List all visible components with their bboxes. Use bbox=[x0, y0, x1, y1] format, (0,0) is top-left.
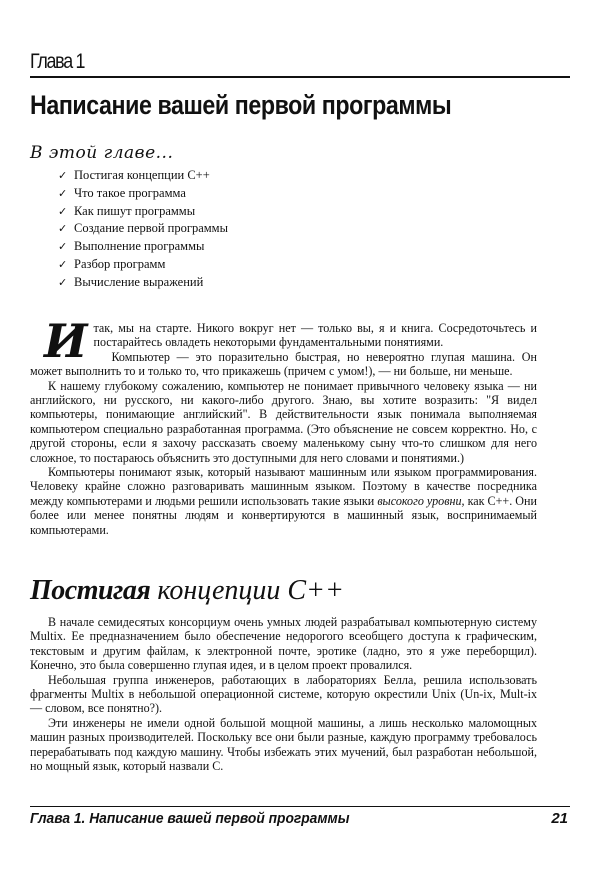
list-item-label: Вычисление выражений bbox=[74, 274, 204, 289]
in-chapter-heading: В этой главе... bbox=[30, 143, 174, 163]
intro-paragraph-4-emphasis: высокого уровни, bbox=[377, 493, 465, 508]
list-item bbox=[58, 185, 228, 203]
list-item bbox=[58, 220, 228, 238]
dropcap: И bbox=[44, 314, 88, 368]
chapter-title: Написание вашей первой программы bbox=[30, 90, 452, 120]
footer-rule bbox=[30, 806, 570, 807]
list-item bbox=[58, 203, 228, 221]
chapter-rule bbox=[30, 76, 570, 78]
check-icon: ✓ bbox=[58, 204, 68, 218]
intro-paragraph-4-start: Компьютеры понимают язык, который называют машинным или языком программирования. Человеку крайне сложно разговаривать машинным языком. Поэтому в качестве посредника между компьютерами и людьми решили использовать такие языки bbox=[30, 465, 537, 508]
section-title bbox=[30, 575, 344, 607]
intro-paragraph-1-text: так, мы на старте. Никого вокруг нет — только вы, я и книга. Сосредоточьтесь и постарайтесь овладеть некоторыми фундаментальными понятиями. bbox=[93, 321, 537, 350]
list-item-label: Что такое программа bbox=[74, 185, 186, 200]
list-item-label: Выполнение программы bbox=[74, 239, 205, 254]
chapter-contents-list bbox=[58, 167, 228, 292]
list-item-label: Постигая концепции C++ bbox=[74, 168, 210, 182]
intro-paragraph-3: К нашему глубокому сожалению, компьютер не понимает привычного человеку языка — ни английского, ни русского, ни какого-либо другого. Знаю, вы хотите возразить: "Я видел компьютеры, понимающие английский". В действительности язык понимала выполняемая компьютером специально разработанная программа. (Это объяснение не совсем корректно. Но, с другой стороны, если я захочу рассказать своему маленькому сыну что-то слишком для него сложное, то постараюсь объяснить это доступными для него словами и понятиями.) bbox=[30, 378, 537, 465]
check-icon: ✓ bbox=[58, 257, 68, 271]
intro-paragraph-2: Компьютер — это поразительно быстрая, но невероятно глупая машина. Он может выполнить то и только то, что прикажешь (причем с умом!), — ни больше, ни меньше. bbox=[30, 349, 537, 379]
check-icon: ✓ bbox=[58, 222, 68, 236]
list-item-label: Разбор программ bbox=[74, 256, 166, 271]
list-item-label: Создание первой программы bbox=[74, 221, 228, 236]
section-paragraph-1: В начале семидесятых консорциум очень умных людей разрабатывал компьютерную систему Multix. Ее предназначением было обеспечение недорогого всеобщего доступа к графическим, текстовым и другим файлам, к электронной почте, эротике (ладно, это я уже переборщил). Конечно, это была совершенно глупая идея, и в целом проект провалился. bbox=[30, 615, 537, 673]
check-icon: ✓ bbox=[58, 169, 68, 182]
check-icon: ✓ bbox=[58, 275, 68, 289]
chapter-label: Глава 1 bbox=[30, 50, 85, 73]
check-icon: ✓ bbox=[58, 240, 68, 254]
section-title-plain: концепции C++ bbox=[150, 575, 344, 606]
check-icon: ✓ bbox=[58, 186, 68, 200]
list-item bbox=[58, 167, 228, 185]
section-text bbox=[30, 615, 537, 773]
section-title-bold: Постигая bbox=[30, 575, 151, 606]
list-item bbox=[58, 274, 228, 292]
section-paragraph-2: Небольшая группа инженеров, работающих в лабораториях Белла, решила использовать фрагменты Multix в небольшой операционной системе, которую окрестили Unix (Un-ix, Mult-ix — словом, все понятно?). bbox=[30, 672, 537, 716]
footer-title: Глава 1. Написание вашей первой программы bbox=[30, 810, 350, 827]
intro-paragraph-4 bbox=[30, 465, 537, 537]
list-item bbox=[58, 238, 228, 256]
intro-paragraph-4-end: как C++. Они более или менее понятны людям и конвертируются в машинный язык, воспринимаемый компьютерами. bbox=[30, 493, 537, 537]
page-number: 21 bbox=[551, 810, 568, 827]
section-paragraph-3: Эти инженеры не имели одной большой мощной машины, а лишь несколько маломощных машин разных производителей. Поскольку все они были разные, каждую программу требовалось перерабатывать под каждую машину. Чтобы избежать этих мучений, был разработан небольшой, но мощный язык, который назвали С. bbox=[30, 715, 537, 774]
intro-text bbox=[30, 314, 537, 537]
list-item-label: Как пишут программы bbox=[74, 203, 196, 218]
list-item bbox=[58, 256, 228, 274]
